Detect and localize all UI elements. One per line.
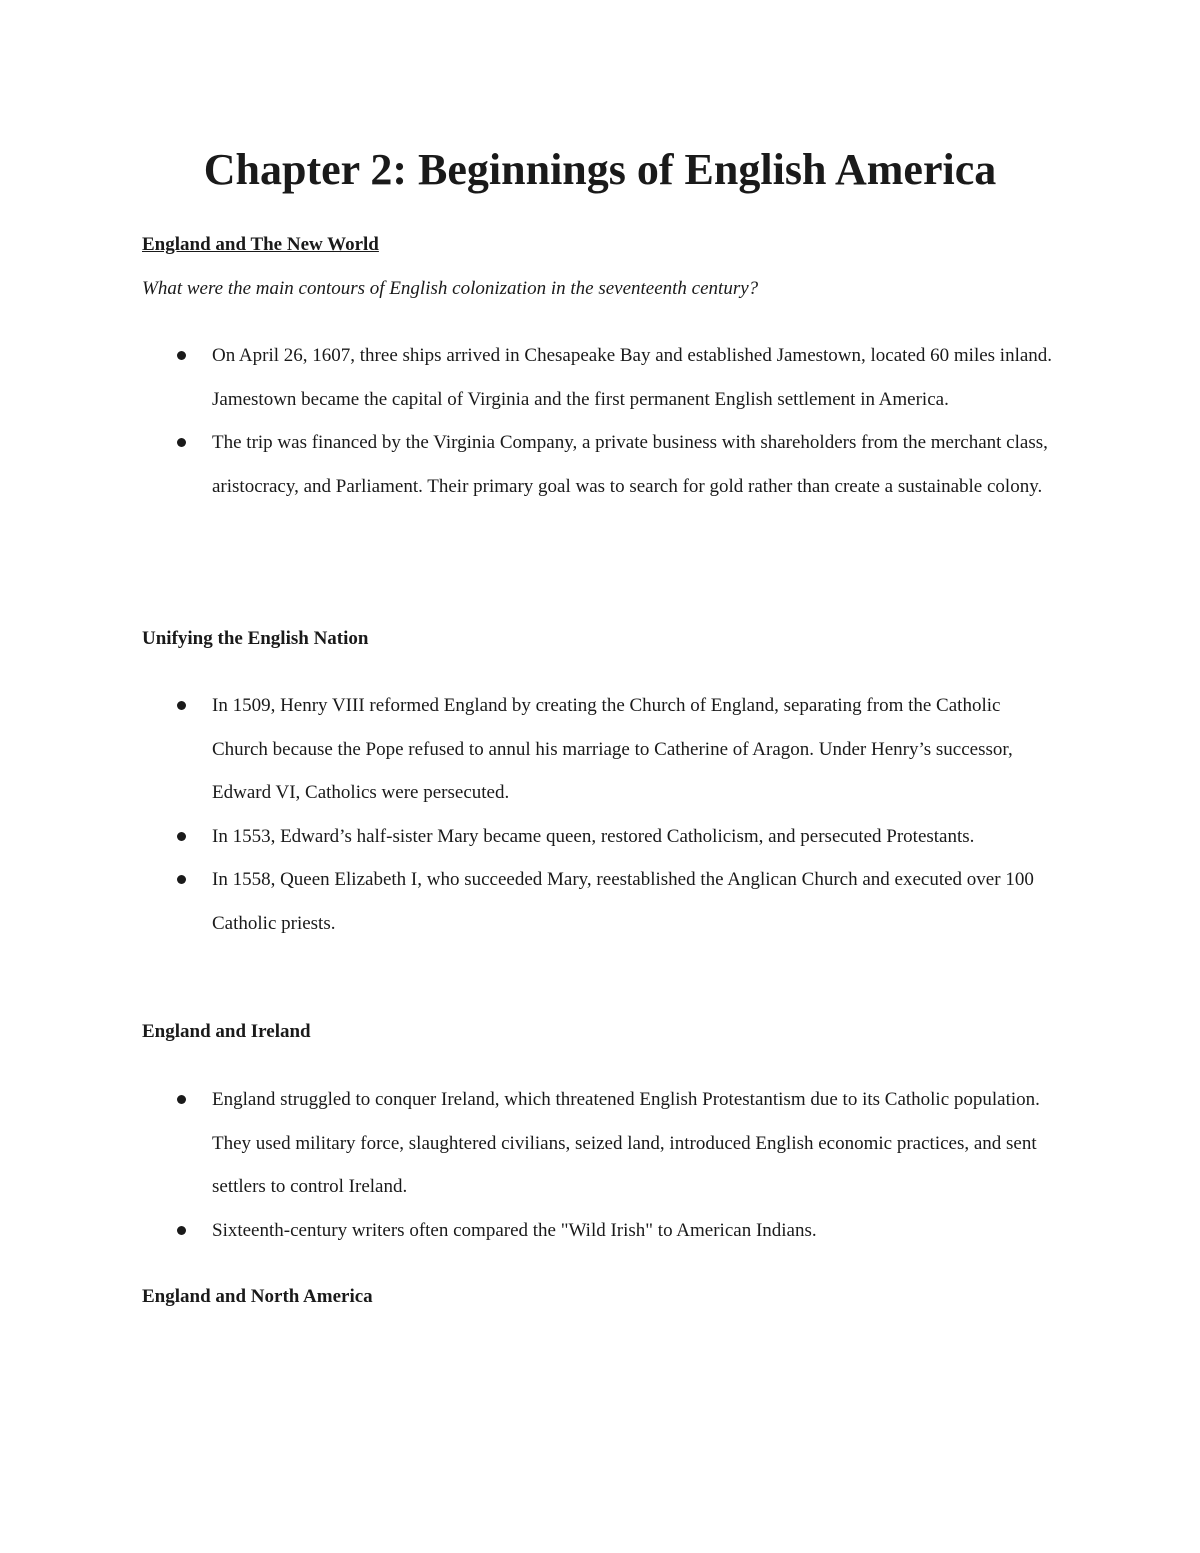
list-item-text: On April 26, 1607, three ships arrived in Chesapeake Bay and established Jamestown, located 60 miles inland. Jamestown became the capital of Virginia and the first permanent English settlement in America. [212, 345, 1053, 410]
guiding-question: What were the main contours of English colonization in the seventeenth century? [142, 278, 759, 299]
list-item-text: Sixteenth-century writers often compared the "Wild Irish" to American Indians. [212, 1219, 817, 1241]
bullet-list-ireland [0, 1078, 1200, 1252]
bullet-icon [177, 1095, 186, 1104]
bullet-icon [177, 875, 186, 884]
list-item-text: The trip was financed by the Virginia Company, a private business with shareholders from the merchant class, aristocracy, and Parliament. Their primary goal was to search for gold rather than create a sustainable colony. [212, 432, 1048, 497]
section-heading-unifying: Unifying the English Nation [142, 628, 369, 649]
section-heading-ireland: England and Ireland [142, 1021, 311, 1042]
list-item [0, 858, 1200, 945]
list-item [0, 421, 1200, 508]
bullet-list-new-world [0, 334, 1200, 508]
bullet-icon [177, 438, 186, 447]
list-item [0, 1209, 1200, 1253]
list-item-text: In 1553, Edward’s half-sister Mary became queen, restored Catholicism, and persecuted Protestants. [212, 825, 975, 847]
bullet-icon [177, 1226, 186, 1235]
list-item-text: In 1509, Henry VIII reformed England by creating the Church of England, separating from the Catholic Church because the Pope refused to annul his marriage to Catherine of Aragon. Under Henry’s successor, Edward VI, Catholics were persecuted. [212, 695, 1013, 803]
bullet-list-unifying [0, 684, 1200, 945]
bullet-icon [177, 832, 186, 841]
list-item [0, 1078, 1200, 1209]
list-item [0, 684, 1200, 815]
bullet-icon [177, 351, 186, 360]
section-heading-north-america: England and North America [142, 1286, 373, 1307]
list-item [0, 815, 1200, 859]
list-item [0, 334, 1200, 421]
section-heading-new-world: England and The New World [142, 234, 379, 255]
page-title: Chapter 2: Beginnings of English America [203, 145, 997, 194]
list-item-text: England struggled to conquer Ireland, which threatened English Protestantism due to its Catholic population. They used military force, slaughtered civilians, seized land, introduced English economic practices, and sent settlers to control Ireland. [212, 1089, 1040, 1197]
bullet-icon [177, 701, 186, 710]
list-item-text: In 1558, Queen Elizabeth I, who succeeded Mary, reestablished the Anglican Church and executed over 100 Catholic priests. [212, 869, 1034, 934]
